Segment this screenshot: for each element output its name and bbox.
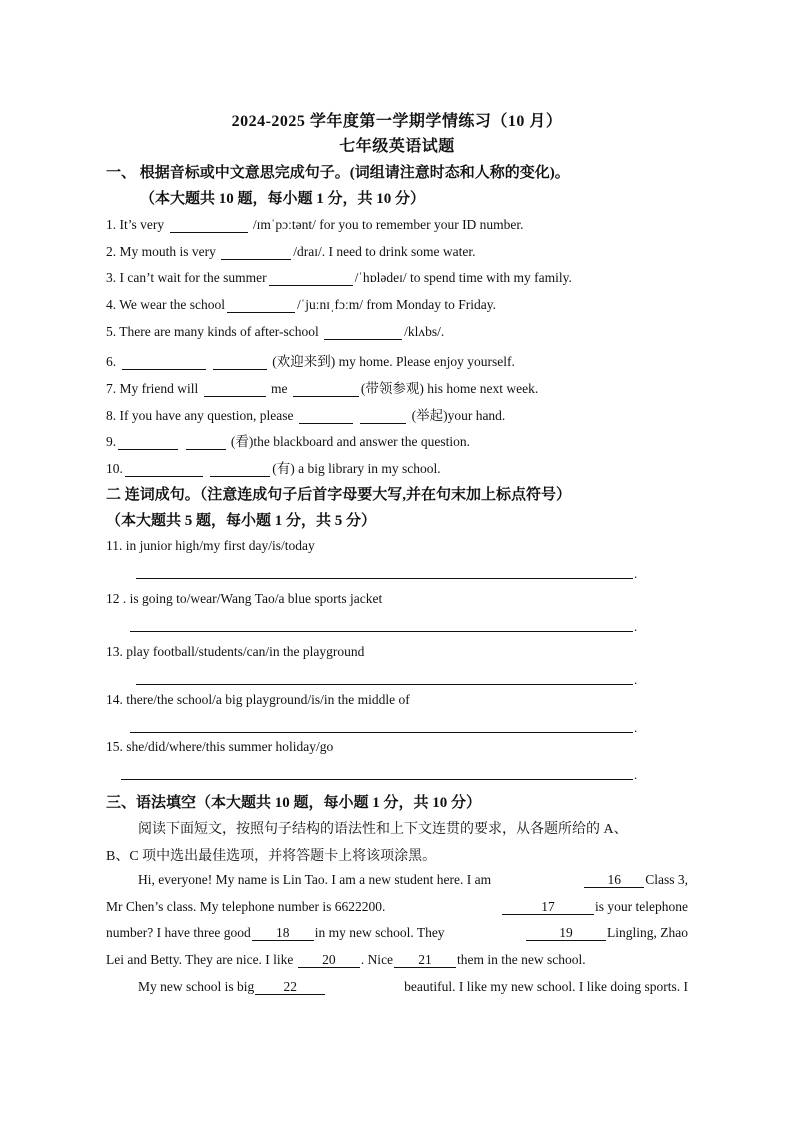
s1-item-6: 6. (欢迎来到) my home. Please enjoy yourself. [106,354,515,369]
s1-item-8: 8. If you have any question, please (举起)your hand. [106,408,506,423]
blank[interactable] [170,218,248,233]
section2-note: （本大题共 5 题，每小题 1 分，共 5 分） [106,513,377,529]
blank[interactable] [227,298,295,313]
blank[interactable] [299,409,353,424]
s2-item-13: 13. play football/students/can/in the playground [106,644,365,659]
blank[interactable] [122,355,206,370]
s1-item-9: 9. (看)the blackboard and answer the question. [106,434,471,449]
blank[interactable] [204,382,266,397]
s2-item-11: 11. in junior high/my first day/is/today [106,538,315,553]
blank[interactable] [221,245,291,260]
blank[interactable] [293,382,359,397]
blank-17[interactable]: 17 [502,900,594,915]
section1-note: （本大题共 10 题，每小题 1 分，共 10 分） [140,191,426,207]
section1-heading: 一、 根据音标或中文意思完成句子。(词组请注意时态和人称的变化)。 [106,165,570,181]
blank[interactable] [118,435,178,450]
blank-22[interactable]: 22 [255,980,325,995]
page-title: 2024-2025 学年度第一学期学情练习（10 月） [231,113,563,130]
exam-page: 2024-2025 学年度第一学期学情练习（10 月） 七年级英语试题 一、 根据音标或中文意思完成句子。(词组请注意时态和人称的变化)。 （本大题共 10 题，每小题 1 分，共 10 分） 1. It’s very /ɪmˈpɔːtənt/ for you to remember your ID number. 2. My mouth is very /draɪ/. I need to drink some water. 3. I can’t wait for the summer /ˈhɒlədeɪ/ to spend time with my family. 4. We wear the school /ˈjuːnɪˌfɔːm/ from Monday to Friday. 5. There are many kinds of after-school /klʌbs/. 6. (欢迎来到) my home. Please enjoy yourself. 7. My friend will me (带领参观) his home next week. 8. If you have any question, please (举起)your hand. 9. (看)the blackboard and answer the question. 10. (有) a big library in my school. 二 连词成句。（注意连成句子后首字母要大写,并在句末加上标点符号） （本大题共 5 题，每小题 1 分，共 5 分） 11. in junior high/my first day/is/today . 12 . is going to/wear/Wang Tao/a blue sports jacket . 13. play football/students/can/in the playground . 14. there/the school/a big playground/is/in the middle of . 15. she/did/where/this summer holiday/go . 三、语法填空（本大题共 10 题，每小题 1 分，共 10 分） 阅读下面短文，按照句子结构的语法性和上下文连贯的要求，从各题所给的 A、 B、C 项中选出最佳选项，并将答题卡上将该项涂黑。 Hi, everyone! My name is Lin Tao. I am a new student here. I am 16 Class 3, Mr Chen’s class. My telephone number is 6622200. 17 is your telephone number? I have three good 18 in my new school. They 19 Lingling, Zhao Lei and Betty. They are nice. I like 20 . Nice 21 them in the new school. My new school is big 22 beautiful. I like my new school. I like doing sports. I [0,0,794,1123]
s1-item-4: 4. We wear the school /ˈjuːnɪˌfɔːm/ from Monday to Friday. [106,297,496,312]
s1-item-1: 1. It’s very /ɪmˈpɔːtənt/ for you to remember your ID number. [106,217,524,232]
blank[interactable] [186,435,226,450]
blank-20[interactable]: 20 [298,953,360,968]
blank-21[interactable]: 21 [394,953,456,968]
blank-18[interactable]: 18 [252,926,314,941]
blank[interactable] [360,409,406,424]
blank[interactable] [210,462,270,477]
section3-instruction-cont: B、C 项中选出最佳选项，并将答题卡上将该项涂黑。 [106,849,437,864]
blank-19[interactable]: 19 [526,926,606,941]
page-subtitle: 七年级英语试题 [339,138,455,155]
section2-heading: 二 连词成句。（注意连成句子后首字母要大写,并在句末加上标点符号） [106,487,572,503]
blank[interactable] [269,271,353,286]
answer-line[interactable] [121,779,633,780]
passage-line-2: Mr Chen’s class. My telephone number is 6622200. 17 is your telephone [106,899,688,914]
passage-line-4: Lei and Betty. They are nice. I like 20 . Nice 21 them in the new school. [106,952,586,967]
s1-item-3: 3. I can’t wait for the summer /ˈhɒlədeɪ/ to spend time with my family. [106,270,572,285]
passage-line-5: My new school is big 22 beautiful. I like my new school. I like doing sports. I [138,979,688,994]
section3-heading: 三、语法填空（本大题共 10 题，每小题 1 分，共 10 分） [106,795,482,811]
answer-line[interactable] [130,732,633,733]
s1-item-10: 10. (有) a big library in my school. [106,461,441,476]
s1-item-7: 7. My friend will me (带领参观) his home next week. [106,381,539,396]
passage-line-3: number? I have three good 18 in my new school. They 19 Lingling, Zhao [106,925,688,940]
answer-line[interactable] [136,578,633,579]
s2-item-15: 15. she/did/where/this summer holiday/go [106,739,334,754]
s2-item-12: 12 . is going to/wear/Wang Tao/a blue sports jacket [106,591,383,606]
s2-item-14: 14. there/the school/a big playground/is/in the middle of [106,692,410,707]
blank[interactable] [125,462,203,477]
s1-item-2: 2. My mouth is very /draɪ/. I need to drink some water. [106,244,476,259]
blank[interactable] [213,355,267,370]
s1-item-5: 5. There are many kinds of after-school /klʌbs/. [106,324,445,339]
passage-line-1: Hi, everyone! My name is Lin Tao. I am a new student here. I am 16 Class 3, [138,872,688,887]
blank[interactable] [324,325,402,340]
blank-16[interactable]: 16 [584,873,644,888]
answer-line[interactable] [136,684,633,685]
answer-line[interactable] [130,631,633,632]
section3-instruction: 阅读下面短文，按照句子结构的语法性和上下文连贯的要求，从各题所给的 A、 [138,822,628,837]
